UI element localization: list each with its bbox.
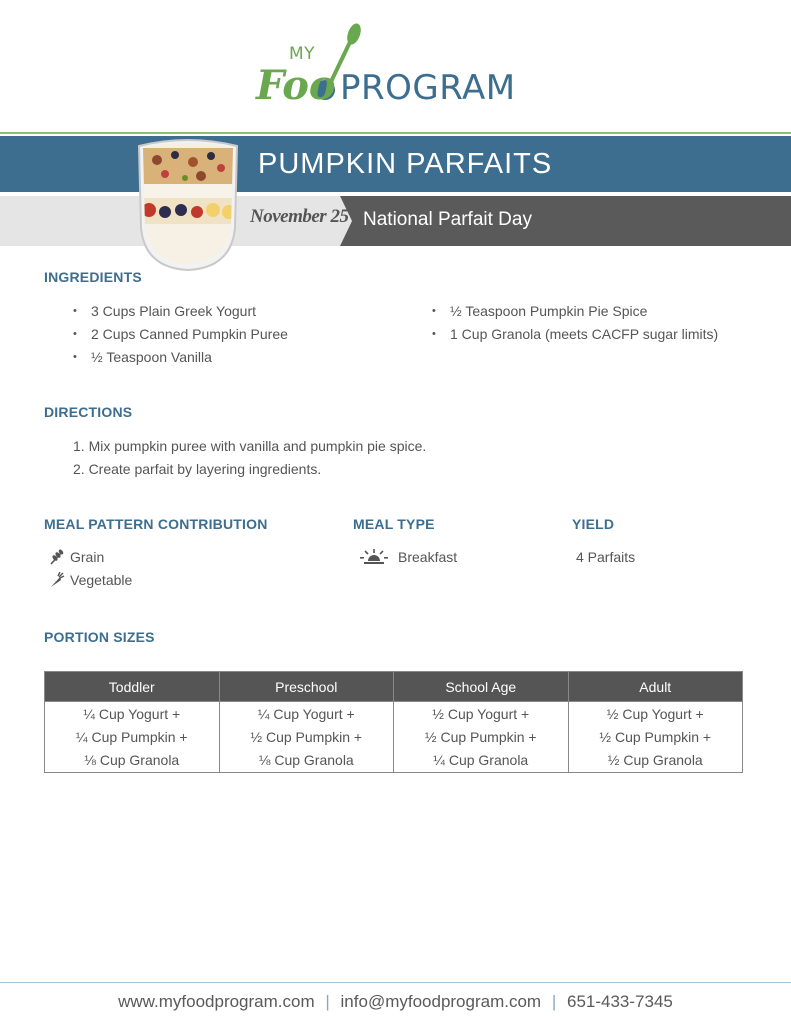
meal-type-heading: MEAL TYPE — [353, 516, 435, 532]
portion-cell-toddler — [45, 702, 220, 773]
meal-pattern-grain — [49, 549, 104, 565]
footer-phone: 651-433-7345 — [566, 992, 673, 1011]
column-header-adult: Adult — [568, 672, 743, 702]
brand-logo — [256, 22, 541, 112]
meal-pattern-vegetable — [49, 572, 132, 588]
portion-cell-preschool — [219, 702, 394, 773]
portion-table-header — [45, 672, 743, 702]
yield-heading: YIELD — [572, 516, 615, 532]
ingredient-item: • 3 Cups Plain Greek Yogurt — [73, 300, 288, 323]
ingredients-heading: INGREDIENTS — [44, 269, 142, 285]
portion-line: ¼ Cup Pumpkin + — [75, 729, 188, 745]
portion-line: ⅛ Cup Granola — [258, 752, 354, 768]
yield-value: 4 Parfaits — [576, 549, 636, 565]
portion-table — [44, 671, 743, 773]
footer-email-link[interactable]: info@myfoodprogram.com — [340, 992, 542, 1011]
portion-line: ¼ Cup Granola — [433, 752, 529, 768]
portion-line: ½ Cup Yogurt + — [606, 706, 704, 722]
portion-line: ¼ Cup Yogurt + — [257, 706, 355, 722]
portion-line: ½ Cup Pumpkin + — [599, 729, 712, 745]
portion-line: ⅛ Cup Granola — [84, 752, 180, 768]
ingredient-item: • 2 Cups Canned Pumpkin Puree — [73, 323, 288, 346]
portion-sizes-heading: PORTION SIZES — [44, 629, 155, 645]
logo-program: PROGRAM — [340, 68, 516, 108]
wheat-icon — [49, 549, 65, 565]
recipe-title: PUMPKIN PARFAITS — [258, 148, 553, 180]
footer-separator: | — [325, 992, 330, 1011]
meal-pattern-label: Grain — [70, 549, 105, 565]
directions-list — [73, 435, 426, 481]
ingredients-list-1 — [73, 300, 288, 369]
logo-foo: Foo — [256, 62, 336, 109]
recipe-date: November 25 — [250, 206, 349, 227]
meal-pattern-heading: MEAL PATTERN CONTRIBUTION — [44, 516, 268, 532]
footer-separator: | — [551, 992, 557, 1011]
logo-my: MY — [289, 44, 316, 64]
directions-heading: DIRECTIONS — [44, 404, 133, 420]
column-header-preschool: Preschool — [219, 672, 394, 702]
table-row — [45, 702, 743, 773]
column-header-toddler: Toddler — [45, 672, 220, 702]
ingredients-list-2 — [432, 300, 718, 346]
sunrise-icon — [360, 548, 388, 566]
portion-line: ½ Cup Yogurt + — [432, 706, 530, 722]
portion-cell-school-age — [394, 702, 569, 773]
column-header-school-age: School Age — [394, 672, 569, 702]
ingredient-item: • ½ Teaspoon Vanilla — [73, 346, 288, 369]
yield-value-row — [576, 549, 635, 565]
carrot-icon — [49, 572, 65, 588]
footer-website-link[interactable]: www.myfoodprogram.com — [118, 992, 315, 1011]
recipe-occasion: National Parfait Day — [363, 209, 532, 230]
portion-line: ¼ Cup Yogurt + — [83, 706, 181, 722]
portion-line: ½ Cup Pumpkin + — [424, 729, 537, 745]
footer — [0, 992, 791, 1012]
meal-pattern-label: Vegetable — [70, 572, 133, 588]
portion-line: ½ Cup Pumpkin + — [250, 729, 363, 745]
meal-type-value-row — [360, 548, 457, 566]
meal-type-value: Breakfast — [398, 549, 458, 565]
parfait-cup-image — [135, 138, 241, 272]
portion-line: ½ Cup Granola — [607, 752, 703, 768]
header-divider — [0, 132, 791, 134]
direction-step: 2. Create parfait by layering ingredients. — [73, 461, 322, 477]
portion-cell-adult — [568, 702, 743, 773]
ingredient-item: • ½ Teaspoon Pumpkin Pie Spice — [432, 300, 718, 323]
direction-step: 1. Mix pumpkin puree with vanilla and pumpkin pie spice. — [73, 438, 427, 454]
ingredient-item: • 1 Cup Granola (meets CACFP sugar limits) — [432, 323, 718, 346]
footer-divider — [0, 982, 791, 983]
